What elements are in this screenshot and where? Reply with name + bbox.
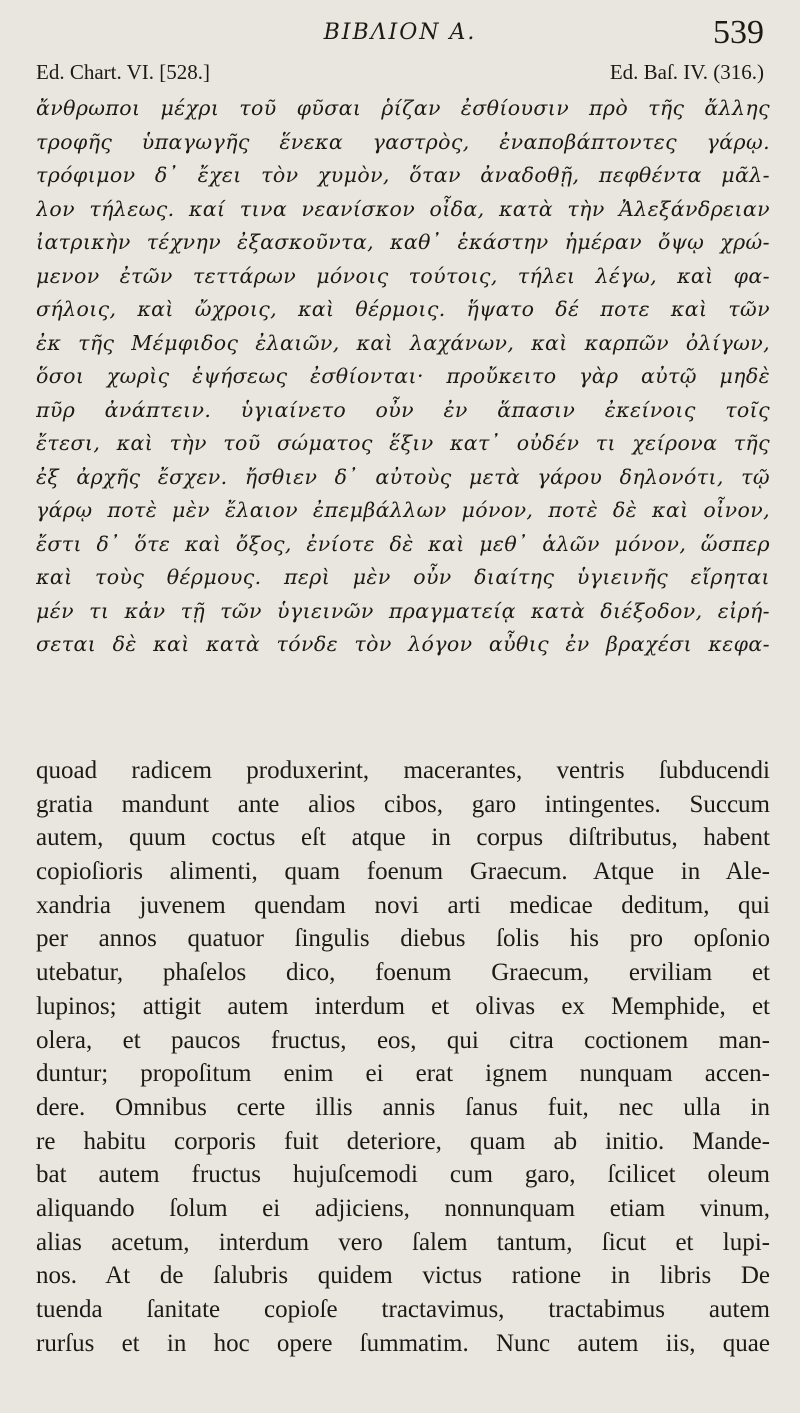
- page-number: 539: [713, 14, 764, 51]
- running-head: [32, 14, 768, 54]
- greek-text-line: ἐξ ἀρχῆς ἔσχεν. ἤσθιεν δ᾽ αὐτοὺς μετὰ γάρου δηλονότι, τῷ: [36, 464, 770, 489]
- greek-text-line: ἰατρικὴν τέχνην ἐξασκοῦντα, καθ᾽ ἑκάστην ἡμέραν ὄψῳ χρώ-: [36, 230, 770, 254]
- latin-text-line: tuenda ſanitate copioſe tractavimus, tractabimus autem: [36, 1296, 770, 1323]
- greek-text-line: σεται δὲ καὶ κατὰ τόνδε τὸν λόγον αὖθις ἐν βραχέσι κεφα-: [36, 632, 770, 656]
- greek-text-line: ὅσοι χωρὶς ἑψήσεως ἐσθίονται· προὔκειτο γὰρ αὐτῷ μηδὲ: [36, 364, 770, 388]
- greek-text-line: τρόφιμον δ᾽ ἔχει τὸν χυμὸν, ὅταν ἀναδοθῇ, πεφθέντα μᾶλ-: [36, 163, 770, 187]
- greek-text-line: ἔτεσι, καὶ τὴν τοῦ σώματος ἕξιν κατ᾽ οὐδέν τι χείρονα τῆς: [36, 431, 770, 455]
- greek-text-line: μενον ἐτῶν τεττάρων μόνοις τούτοις, τήλει λέγω, καὶ φα-: [36, 263, 770, 288]
- latin-text-line: per annos quatuor ſingulis diebus ſolis his pro opſonio: [36, 925, 770, 953]
- greek-text-line: ἄνθρωποι μέχρι τοῦ φῦσαι ῥίζαν ἐσθίουσιν πρὸ τῆς ἄλλης: [36, 96, 770, 120]
- latin-text-line: autem, quum coctus eſt atque in corpus diſtributus, habent: [36, 824, 770, 852]
- latin-text-line: rurſus et in hoc opere ſummatim. Nunc autem iis, quae: [36, 1329, 770, 1357]
- latin-text-line: bat autem fructus hujuſcemodi cum garo, ſcilicet oleum: [36, 1161, 770, 1189]
- latin-text-line: duntur; propoſitum enim ei erat ignem nunquam accen-: [36, 1060, 770, 1088]
- latin-text-line: copioſioris alimenti, quam foenum Graecum. Atque in Ale-: [36, 858, 770, 886]
- latin-text-line: alias acetum, interdum vero ſalem tantum, ſicut et lupi-: [36, 1228, 770, 1256]
- greek-text-block: [36, 92, 770, 662]
- greek-text-line: τροφῆς ὑπαγωγῆς ἕνεκα γαστρὸς, ἐναποβάπτοντες γάρῳ.: [36, 129, 770, 154]
- latin-text-line: utebatur, phaſelos dico, foenum Graecum, erviliam et: [36, 959, 770, 987]
- latin-text-line: gratia mandunt ante alios cibos, garo intingentes. Succum: [36, 790, 770, 818]
- greek-text-line: σήλοις, καὶ ὤχροις, καὶ θέρμοις. ἥψατο δέ ποτε καὶ τῶν: [36, 297, 770, 321]
- latin-text-block: [36, 754, 770, 1360]
- latin-text-line: xandria juvenem quendam novi arti medicae deditum, qui: [36, 891, 770, 919]
- edition-basel-reference: Ed. Baſ. IV. (316.): [609, 60, 764, 84]
- edition-references: [36, 60, 764, 88]
- latin-text-line: lupinos; attigit autem interdum et olivas ex Memphide, et: [36, 992, 770, 1020]
- latin-text-line: nos. At de ſalubris quidem victus ratione in libris De: [36, 1262, 770, 1290]
- latin-text-line: re habitu corporis fuit deteriore, quam ab initio. Mande-: [36, 1127, 770, 1155]
- greek-text-line: γάρῳ ποτὲ μὲν ἔλαιον ἐπεμβάλλων μόνον, ποτὲ δὲ καὶ οἶνον,: [36, 498, 770, 522]
- latin-text-line: dere. Omnibus certe illis annis ſanus fuit, nec ulla in: [36, 1093, 770, 1121]
- greek-text-line: ἔστι δ᾽ ὅτε καὶ ὄξος, ἐνίοτε δὲ καὶ μεθ᾽ ἁλῶν μόνον, ὥσπερ: [36, 531, 770, 556]
- greek-text-line: καὶ τοὺς θέρμους. περὶ μὲν οὖν διαίτης ὑγιεινῆς εἴρηται: [36, 565, 770, 589]
- greek-text-line: ἐκ τῆς Μέμφιδος ἐλαιῶν, καὶ λαχάνων, καὶ καρπῶν ὀλίγων,: [36, 330, 770, 355]
- edition-chartier-reference: Ed. Chart. VI. [528.]: [36, 60, 210, 84]
- greek-text-line: μέν τι κἀν τῇ τῶν ὑγιεινῶν πραγματείᾳ κατὰ διέξοδον, εἰρή-: [36, 598, 770, 623]
- latin-text-line: quoad radicem produxerint, macerantes, ventris ſubducendi: [36, 757, 770, 784]
- greek-text-line: πῦρ ἀνάπτειν. ὑγιαίνετο οὖν ἐν ἅπασιν ἐκείνοις τοῖς: [36, 397, 770, 422]
- latin-text-line: olera, et paucos fructus, eos, qui citra coctionem man-: [36, 1026, 770, 1054]
- greek-text-line: λον τήλεως. καί τινα νεανίσκον οἶδα, κατὰ τὴν Ἀλεξάνδρειαν: [36, 196, 770, 221]
- latin-text-line: aliquando ſolum ei adjiciens, nonnunquam etiam vinum,: [36, 1194, 770, 1222]
- book-title: ΒΙΒΛΙΟΝ Α.: [323, 20, 477, 45]
